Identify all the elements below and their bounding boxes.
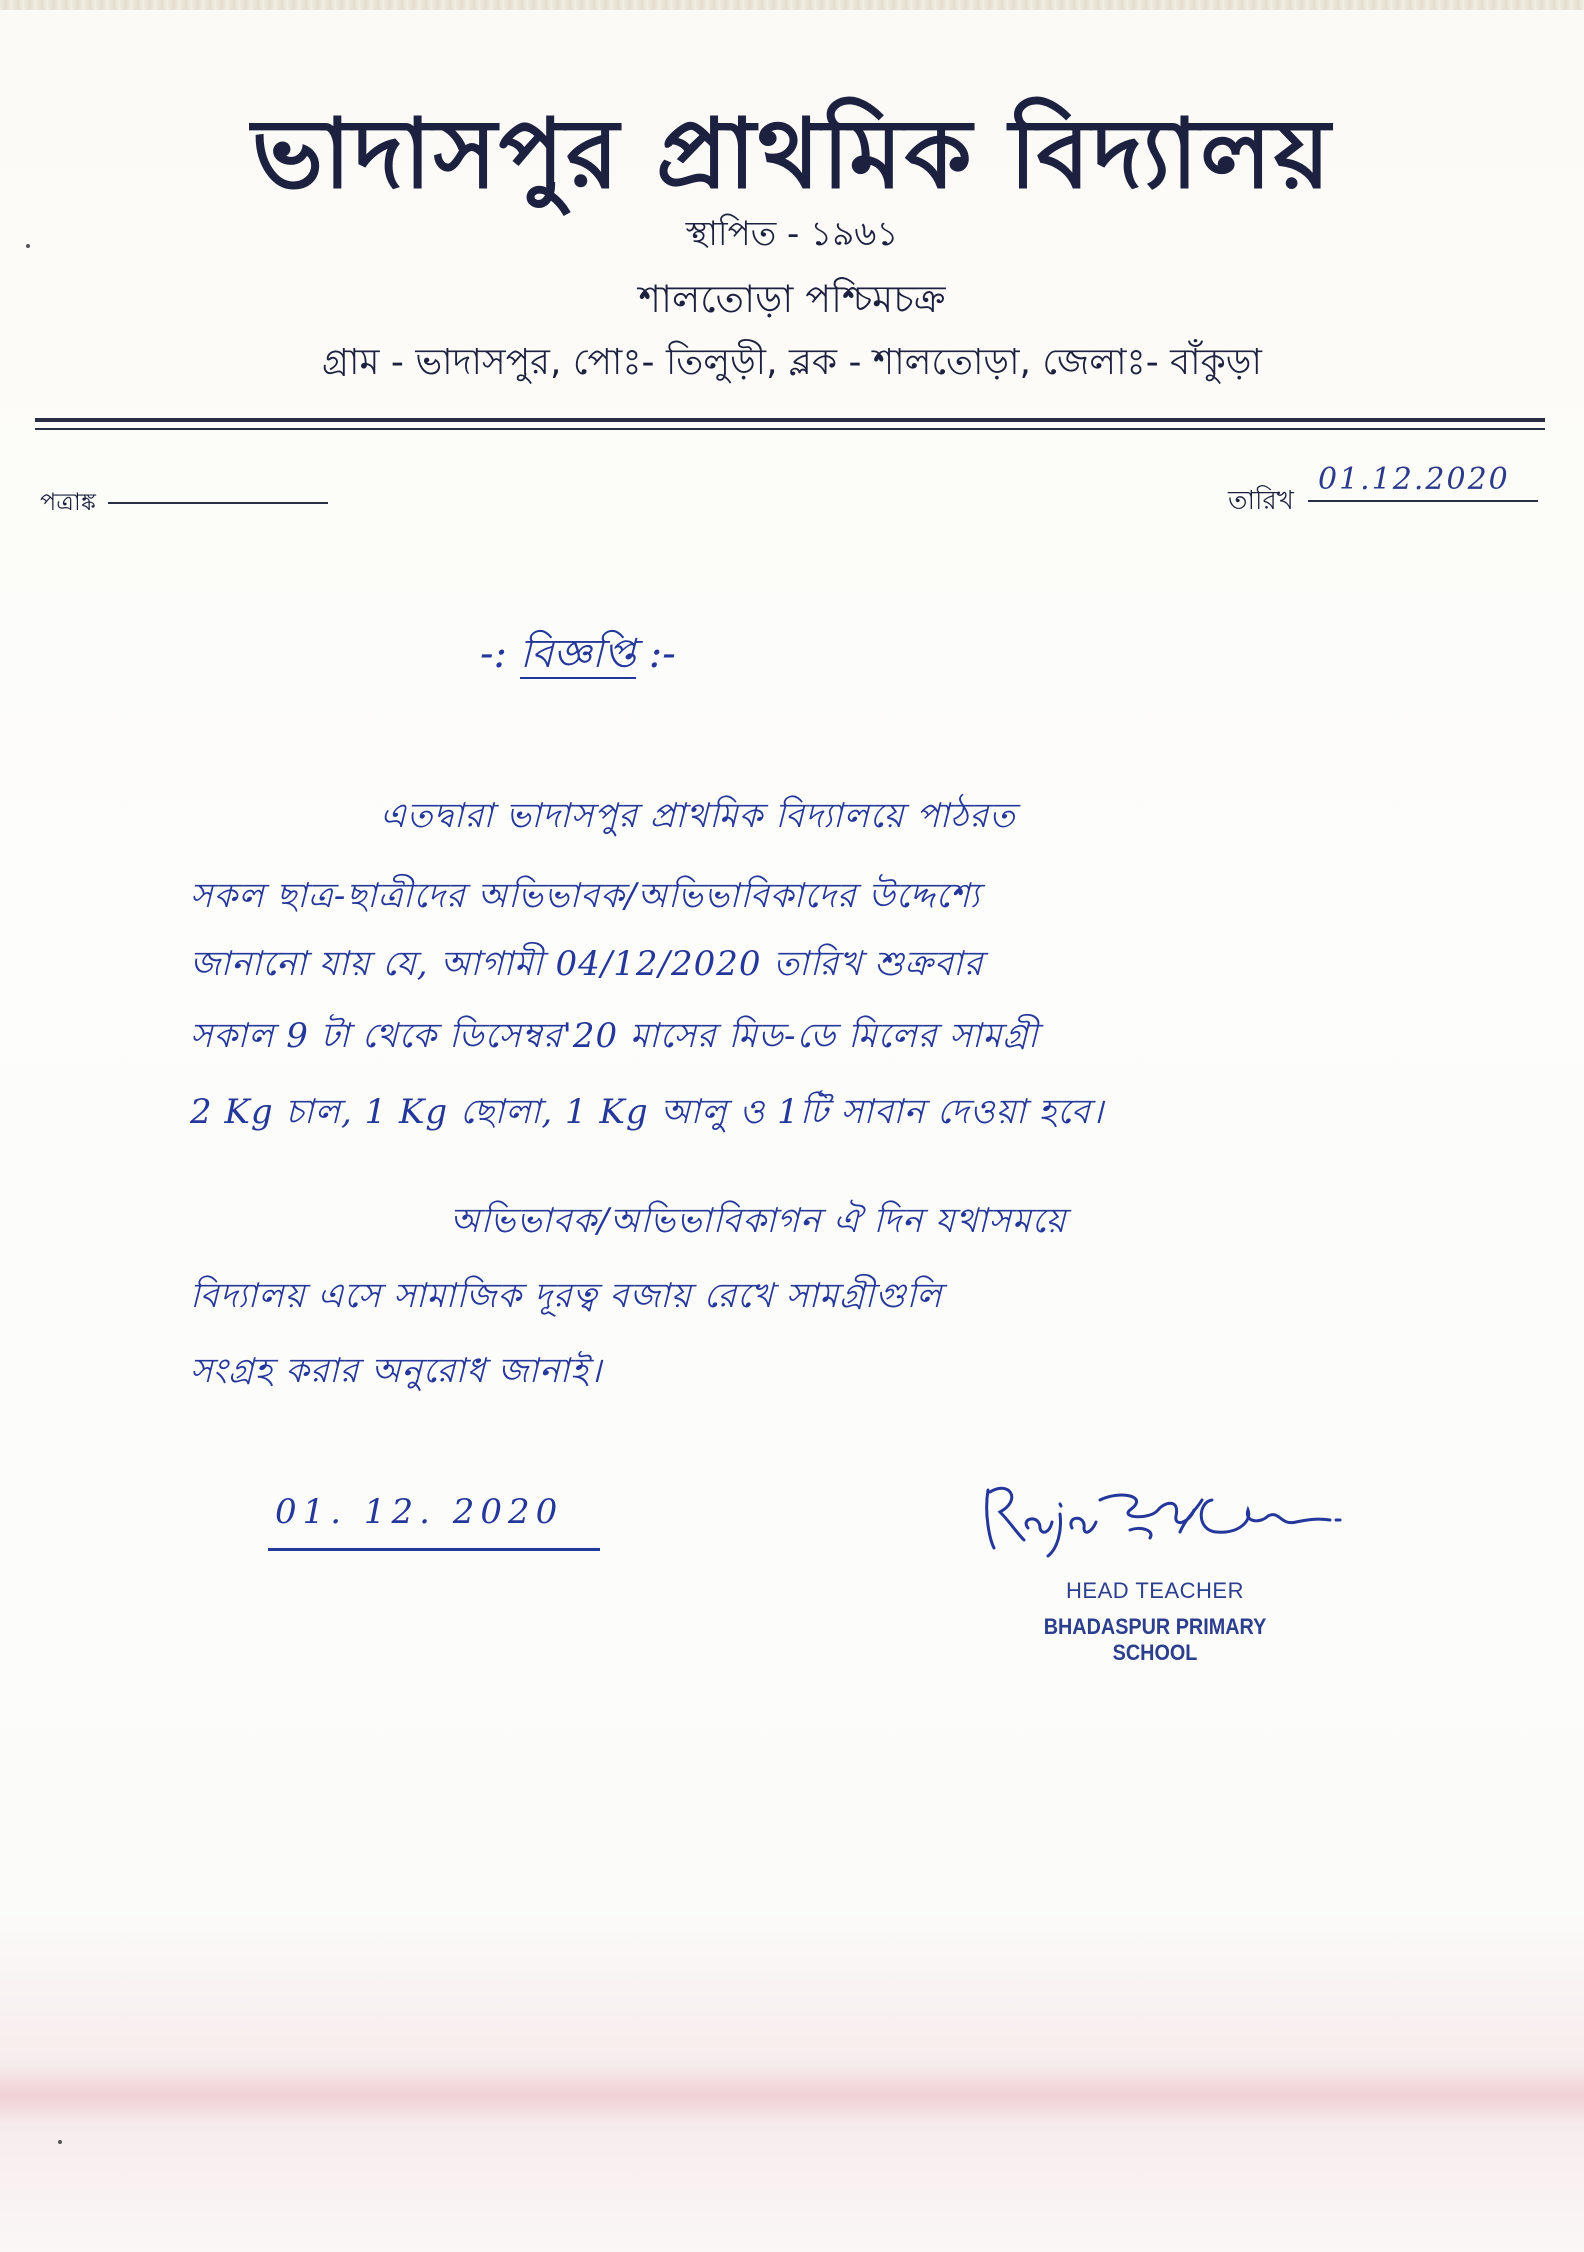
handwritten-signature bbox=[980, 1470, 1360, 1560]
notice-line: অভিভাবক/অভিভাবিকাগন ঐ দিন যথাসময়ে bbox=[450, 1201, 1067, 1241]
notice-line: সকাল 9 টা থেকে ডিসেম্বর'20 মাসের মিড-ডে মিলের সামগ্রী bbox=[190, 1016, 1039, 1056]
date-value: 01.12.2020 bbox=[1318, 462, 1510, 497]
established-year: স্থাপিত - ১৯৬১ bbox=[685, 214, 899, 254]
date-label: তারিখ bbox=[1228, 486, 1294, 516]
paper-top-edge bbox=[0, 0, 1584, 10]
notice-line: সকল ছাত্র-ছাত্রীদের অভিভাবক/অভিভাবিকাদের উদ্দেশ্যে bbox=[190, 876, 981, 916]
school-cluster: শালতোড়া পশ্চিমচক্র bbox=[638, 277, 946, 321]
notice-line: জানানো যায় যে, আগামী 04/12/2020 তারিখ শুক্রবার bbox=[190, 944, 984, 984]
signing-date-underline bbox=[268, 1548, 600, 1551]
stamp-designation: HEAD TEACHER bbox=[1066, 1578, 1244, 1603]
paper-stain bbox=[0, 2065, 1584, 2125]
notice-line: এতদ্বারা ভাদাসপুর প্রাথমিক বিদ্যালয়ে পাঠরত bbox=[380, 796, 1016, 836]
notice-title-word: বিজ্ঞপ্তি bbox=[519, 631, 637, 677]
notice-title bbox=[480, 622, 676, 689]
paper-speck bbox=[26, 244, 30, 248]
paper-speck bbox=[58, 2140, 62, 2144]
notice-title-right-mark: :- bbox=[648, 631, 676, 677]
notice-title-left-mark: -: bbox=[480, 631, 507, 677]
school-name-heading: ভাদাসপুর প্রাথমিক বিদ্যালয় bbox=[251, 98, 1333, 210]
letterhead-rule-thick bbox=[35, 418, 1545, 422]
signature-stamp bbox=[990, 1578, 1320, 1666]
reference-label: পত্রাঙ্ক bbox=[40, 488, 96, 516]
school-address: গ্রাম - ভাদাসপুর, পোঃ- তিলুড়ী, ব্লক - শালতোড়া, জেলাঃ- বাঁকুড়া bbox=[322, 342, 1262, 383]
letterhead-rule-thin bbox=[35, 428, 1545, 430]
date-blank-line bbox=[1308, 500, 1538, 502]
notice-line: 2 Kg চাল, 1 Kg ছোলা, 1 Kg আলু ও 1টি সাবান দেওয়া হবে। bbox=[190, 1092, 1104, 1132]
reference-blank-line bbox=[108, 502, 328, 504]
stamp-school-name: BHADASPUR PRIMARY SCHOOL bbox=[1043, 1614, 1267, 1665]
signing-date: 01. 12. 2020 bbox=[275, 1492, 564, 1532]
notice-line: সংগ্রহ করার অনুরোধ জানাই। bbox=[190, 1351, 603, 1391]
notice-line: বিদ্যালয় এসে সামাজিক দূরত্ব বজায় রেখে সামগ্রীগুলি bbox=[190, 1276, 943, 1316]
